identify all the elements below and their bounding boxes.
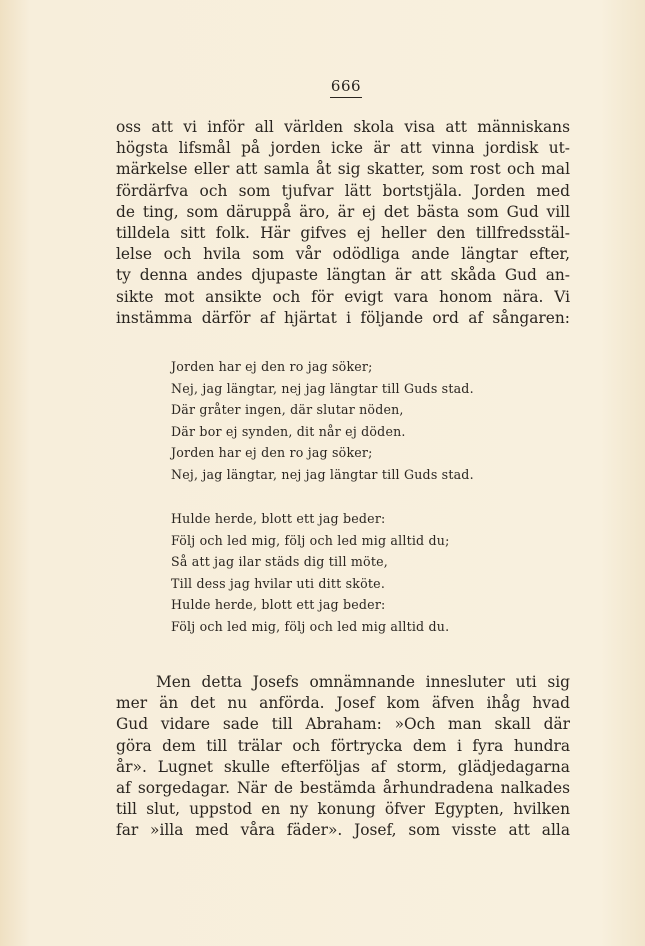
text-line: högsta lifsmål på jorden icke är att vinna jordisk ut- xyxy=(116,139,570,158)
poem-stanza-1 xyxy=(171,356,474,486)
verse-line: Där gråter ingen, där slutar nöden, xyxy=(171,402,404,418)
verse-line: Till dess jag hvilar uti ditt sköte. xyxy=(171,575,386,591)
verse-line: Jorden har ej den ro jag söker; xyxy=(171,359,373,374)
verse-line: Så att jag ilar städs dig till möte, xyxy=(171,554,388,570)
text-line: af sorgedagar. När de bestämda århundradena nalkades xyxy=(116,779,570,798)
text-line: instämma därför af hjärtat i följande ord af sångaren: xyxy=(116,308,570,327)
verse-line: Hulde herde, blott ett jag beder: xyxy=(171,511,386,526)
text-line: Men detta Josefs omnämnande innesluter uti sig xyxy=(156,673,570,691)
text-line: fördärfva och som tjufvar lätt bortstjäla. Jorden med xyxy=(116,181,570,200)
text-line: mer än det nu anförda. Josef kom äfven ihåg hvad xyxy=(116,694,570,713)
text-line: märkelse eller att samla åt sig skatter, som rost och mal xyxy=(116,160,570,179)
text-line: till slut, uppstod en ny konung öfver Egypten, hvilken xyxy=(116,800,570,819)
text-line: år». Lugnet skulle efterföljas af storm, glädjedagarna xyxy=(116,757,570,776)
verse-line: Nej, jag längtar, nej jag längtar till Guds stad. xyxy=(171,466,474,482)
verse-line: Nej, jag längtar, nej jag längtar till Guds stad. xyxy=(171,380,474,396)
text-line: sikte mot ansikte och för evigt vara honom nära. Vi xyxy=(116,287,570,306)
text-line: de ting, som däruppå äro, är ej det bästa som Gud vill xyxy=(116,202,570,221)
page-number: 666 xyxy=(330,76,362,98)
text-line: Gud vidare sade till Abraham: »Och man skall där xyxy=(116,715,570,734)
text-line: lelse och hvila som vår odödliga ande längtar efter, xyxy=(116,245,570,264)
verse-line: Följ och led mig, följ och led mig alltid du. xyxy=(171,618,450,634)
text-line: göra dem till trälar och förtrycka dem i fyra hundra xyxy=(116,736,570,755)
text-line: tilldela sitt folk. Här gifves ej heller den tillfredsstäl- xyxy=(116,224,570,243)
text-line: oss att vi inför all världen skola visa att människans xyxy=(116,118,570,136)
paragraph-1 xyxy=(116,117,570,329)
paragraph-2 xyxy=(116,672,570,842)
poem-stanza-2 xyxy=(171,508,450,638)
verse-line: Följ och led mig, följ och led mig alltid du; xyxy=(171,532,450,548)
verse-line: Hulde herde, blott ett jag beder: xyxy=(171,597,386,613)
text-line: ty denna andes djupaste längtan är att skåda Gud an- xyxy=(116,266,570,285)
verse-line: Jorden har ej den ro jag söker; xyxy=(171,445,373,461)
text-line: far »illa med våra fäder». Josef, som visste att alla xyxy=(116,821,570,840)
verse-line: Där bor ej synden, dit når ej döden. xyxy=(171,423,406,439)
